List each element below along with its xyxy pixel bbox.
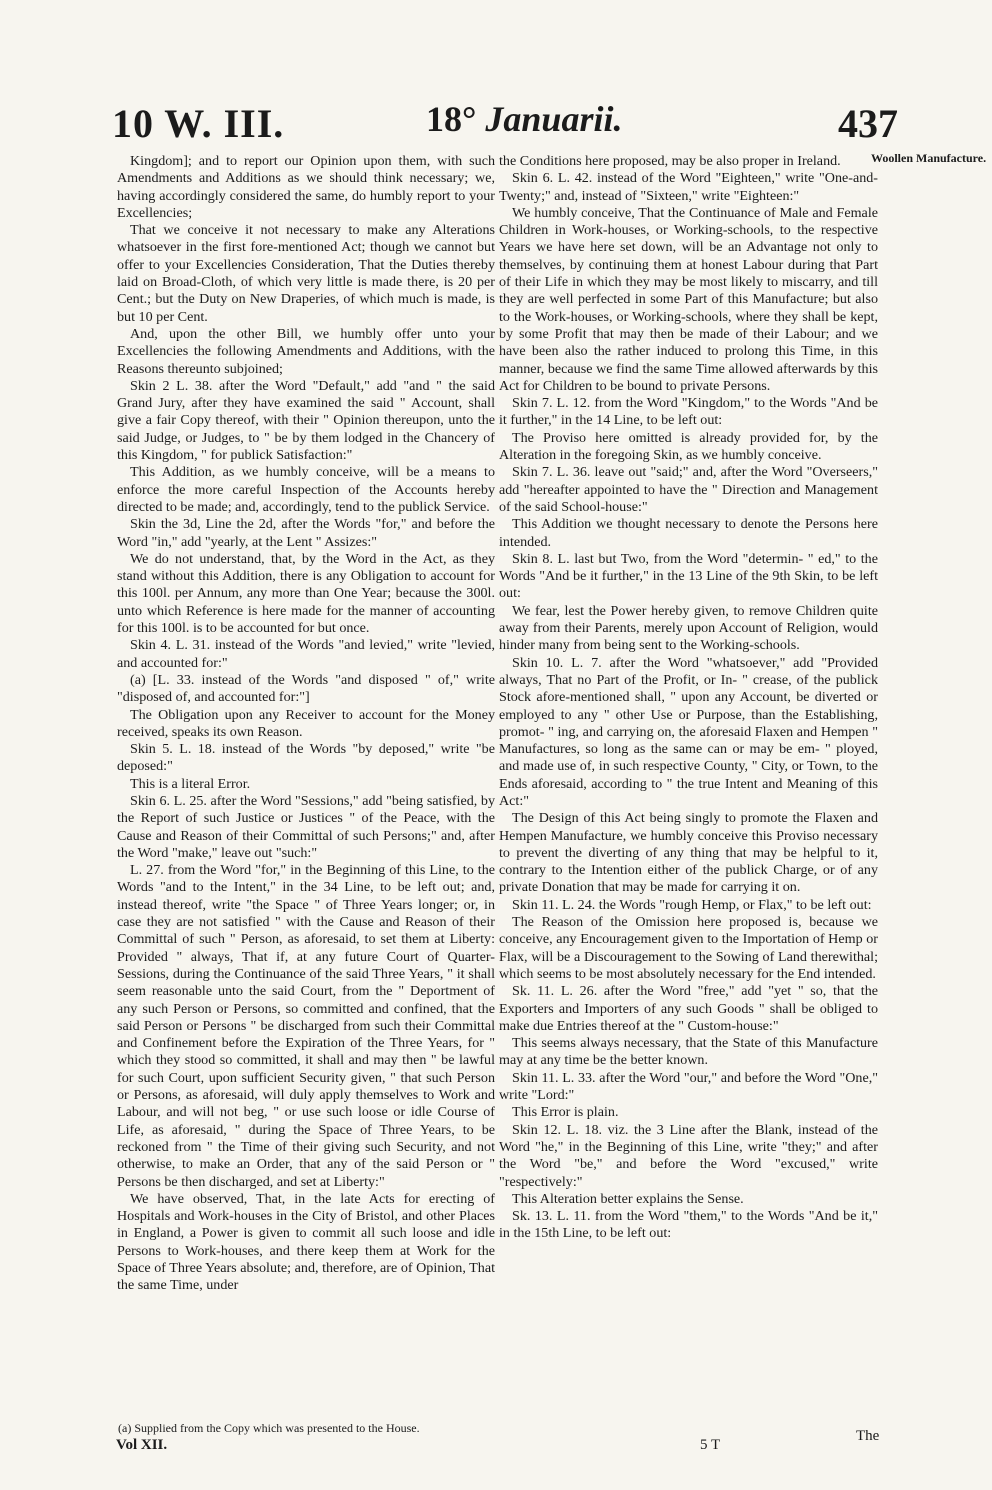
- paragraph: Sk. 13. L. 11. from the Word "them," to the Words "And be it," in the 15th Line, to be left out:: [499, 1208, 878, 1242]
- paragraph: The Obligation upon any Receiver to account for the Money received, speaks its own Reason.: [117, 706, 495, 740]
- margin-note: Woollen Manufacture.: [871, 151, 987, 165]
- paragraph: Skin 8. L. last but Two, from the Word "determin- " ed," to the Words "And be it further," in the 13 Line of the 9th Skin, to be left out:: [499, 550, 878, 602]
- paragraph: Skin 7. L. 12. from the Word "Kingdom," to the Words "And be it further," in the 14 Line, to be left out:: [499, 395, 878, 429]
- paragraph: This Error is plain.: [512, 1104, 619, 1121]
- paragraph: Skin 2 L. 38. after the Word "Default," add "and " the said Grand Jury, after they have examined the said " Account, shall give a fair Copy thereof, with their " Opinion thereupon, unto the said Judge, or Judges, to " be by them lodged in the Chancery of this Kingdom, " for publick Satisfaction:": [117, 377, 495, 464]
- paragraph: That we conceive it not necessary to make any Alterations whatsoever in the first fore-mentioned Act; though we cannot but offer to your Excellencies Consideration, That the Duties thereby laid on Broad-Cloth, of which very little is made there, is 20 per Cent.; but the Duty on New Draperies, of which much is made, is but 10 per Cent.: [117, 222, 495, 325]
- paragraph: the Conditions here proposed, may be also proper in Ireland.: [499, 153, 841, 169]
- left-column: [117, 153, 495, 1295]
- paragraph: We fear, lest the Power hereby given, to remove Children quite away from their Parents, merely upon Account of Religion, would hinder many from being sent to the Working-schools.: [499, 602, 878, 654]
- date-day: 18°: [426, 99, 477, 139]
- footnote: (a) Supplied from the Copy which was presented to the House.: [118, 1421, 420, 1435]
- paragraph: This Addition we thought necessary to denote the Persons here intended.: [499, 516, 878, 550]
- paragraph: We humbly conceive, That the Continuance of Male and Female Children in Work-houses, or Working-schools, to the respective Years we have here set down, will be an Advantage not only to themselves, by continuing them at honest Labour during that Part of their Life in which they may be most likely to miscarry, and till they are well perfected in some Part of this Manufacture; but also to the Work-houses, or Working-schools, where they shall be kept, by some Profit that may then be made of their Labour; and we have been also the rather induced to prolong this Time, in this manner, because we find the same Time allowed afterwards by this Act for Children to be bound to private Persons.: [499, 204, 878, 394]
- paragraph: Kingdom]; and to report our Opinion upon them, with such Amendments and Additions as we should think necessary; we, having accordingly considered the same, do humbly report to your Excellencies;: [117, 153, 495, 221]
- paragraph: Skin 11. L. 33. after the Word "our," and before the Word "One," write "Lord:": [499, 1069, 878, 1104]
- paragraph: Skin 10. L. 7. after the Word "whatsoever," add "Provided always, That no Part of the Profit, or In- " crease, of the publick Stock afore-mentioned shall, " upon any Account, be diverted or employed to any " other Use or Purpose, than the Establishing, promot- " ing, and carrying on, the aforesaid Flaxen and Hempen " Manufactures, so long as the same can or may be em- " ployed, and made use of, in such respective County, " City, or Town, to the Ends aforesaid, according to " the true Intent and Meaning of this Act:": [499, 654, 878, 809]
- volume-label: Vol XII.: [116, 1437, 168, 1453]
- paragraph: Skin 11. L. 24. the Words "rough Hemp, or Flax," to be left out:: [512, 896, 872, 913]
- paragraph: Skin 6. L. 42. instead of the Word "Eighteen," write "One-and-Twenty;" and, instead of "Sixteen," write "Eighteen:": [499, 170, 878, 204]
- paragraph: Skin the 3d, Line the 2d, after the Words "for," and before the Word "in," add "yearly, at the Lent " Assizes:": [117, 516, 495, 550]
- paragraph: L. 27. from the Word "for," in the Beginning of this Line, to the Words "and to the Intent," in the 34 Line, to be left out; and, instead thereof, write "the Space " of Three Years longer; or, in case they are not satisfied " with the Cause and Reason of their Committal of such " Person, as aforesaid, to set them at Liberty: Provided " always, That if, at any future Court of Quarter-Sessions, during the Continuance of the said Three Years, " it shall seem reasonable unto the said Court, from the " Deportment of any such Person or Persons, so committed and confined, that the said Person or Persons " be discharged from such their Committal and Confinement before the Expiration of the Three Years, for " which they stood so committed, it shall and may then " be lawful for such Court, upon sufficient Security given, " that such Person or Persons, as aforesaid, will duly apply themselves to Work and Labour, and will not beg, " or use such loose or idle Course of Life, as aforesaid, " during the Space of Three Years, to be reckoned from " the Time of their giving such Security, and not otherwise, to make an Order, that any of the said Person or " Persons be then discharged, and set at Liberty:": [117, 862, 495, 1190]
- paragraph: This seems always necessary, that the State of this Manufacture may at any time be the better known.: [499, 1035, 878, 1069]
- paragraph: This Alteration better explains the Sense.: [512, 1190, 744, 1207]
- paragraph: The Design of this Act being singly to promote the Flaxen and Hempen Manufacture, we humbly conceive this Proviso necessary to prevent the diverting of any thing that may be helpful to it, contrary to the Intention either of the publick Charge, or of any private Donation that may be made for carrying it on.: [499, 810, 878, 896]
- paragraph: Skin 6. L. 25. after the Word "Sessions," add "being satisfied, by the Report of such Justice or Justices " of the Peace, with the Cause and Reason of their Committal of such Persons;" and, after the Word "make," leave out "such:": [117, 792, 495, 861]
- paragraph: We have observed, That, in the late Acts for erecting of Hospitals and Work-houses in the City of Bristol, and other Places in England, a Power is given to commit all such loose and idle Persons to Work-houses, and there keep them at Work for the Space of Three Years absolute; and, therefore, are of Opinion, That the same Time, under: [117, 1190, 495, 1294]
- paragraph: Skin 4. L. 31. instead of the Words "and levied," write "levied, and accounted for:": [117, 637, 495, 671]
- paragraph: (a) [L. 33. instead of the Words "and disposed " of," write "disposed of, and accounted for:"]: [117, 671, 495, 706]
- paragraph: And, upon the other Bill, we humbly offer unto your Excellencies the following Amendments and Additions, with the Reasons thereunto subjoined;: [117, 325, 495, 377]
- paragraph: The Proviso here omitted is already provided for, by the Alteration in the foregoing Skin, as we humbly conceive.: [499, 429, 878, 464]
- paragraph: We do not understand, that, by the Word in the Act, as they stand without this Addition, there is any Obligation to account for this 100l. per Annum, any more than One Year; because the 300l. unto which Reference is here made for the manner of accounting for this 100l. is to be accounted for but once.: [117, 550, 495, 637]
- paragraph: Skin 7. L. 36. leave out "said;" and, after the Word "Overseers," add "hereafter appointed to have the " Direction and Management of the said School-house:": [499, 464, 878, 515]
- page-number: 437: [838, 101, 898, 146]
- date-month: Januarii.: [485, 99, 623, 139]
- paragraph: Skin 12. L. 18. viz. the 3 Line after the Blank, instead of the Word "he," in the Beginning of this Line, write "they;" and after the Word "be," and before the Word "excused," write "respectively:": [499, 1121, 878, 1190]
- signature-mark: 5 T: [700, 1437, 721, 1453]
- paragraph: The Reason of the Omission here proposed is, because we conceive, any Encouragement given to the Importation of Hemp or Flax, will be a Discouragement to the Sowing of Land therewithal; which seems to be most absolutely necessary for the End intended.: [499, 914, 878, 982]
- paragraph: Sk. 11. L. 26. after the Word "free," add "yet " so, that the Exporters and Importers of any such Goods " shall be obliged to make due Entries thereof at the " Custom-house:": [499, 983, 878, 1034]
- paragraph: Skin 5. L. 18. instead of the Words "by deposed," write "be deposed:": [117, 741, 495, 775]
- catchword: The: [856, 1428, 880, 1444]
- paragraph: This Addition, as we humbly conceive, will be a means to enforce the more careful Inspection of the Accounts hereby directed to be made; and, accordingly, tend to the publick Service.: [117, 464, 495, 515]
- regnal-year-header: 10 W. III.: [112, 101, 285, 146]
- paragraph: This is a literal Error.: [130, 775, 251, 792]
- right-column: [499, 153, 878, 1243]
- date-header: [426, 98, 622, 140]
